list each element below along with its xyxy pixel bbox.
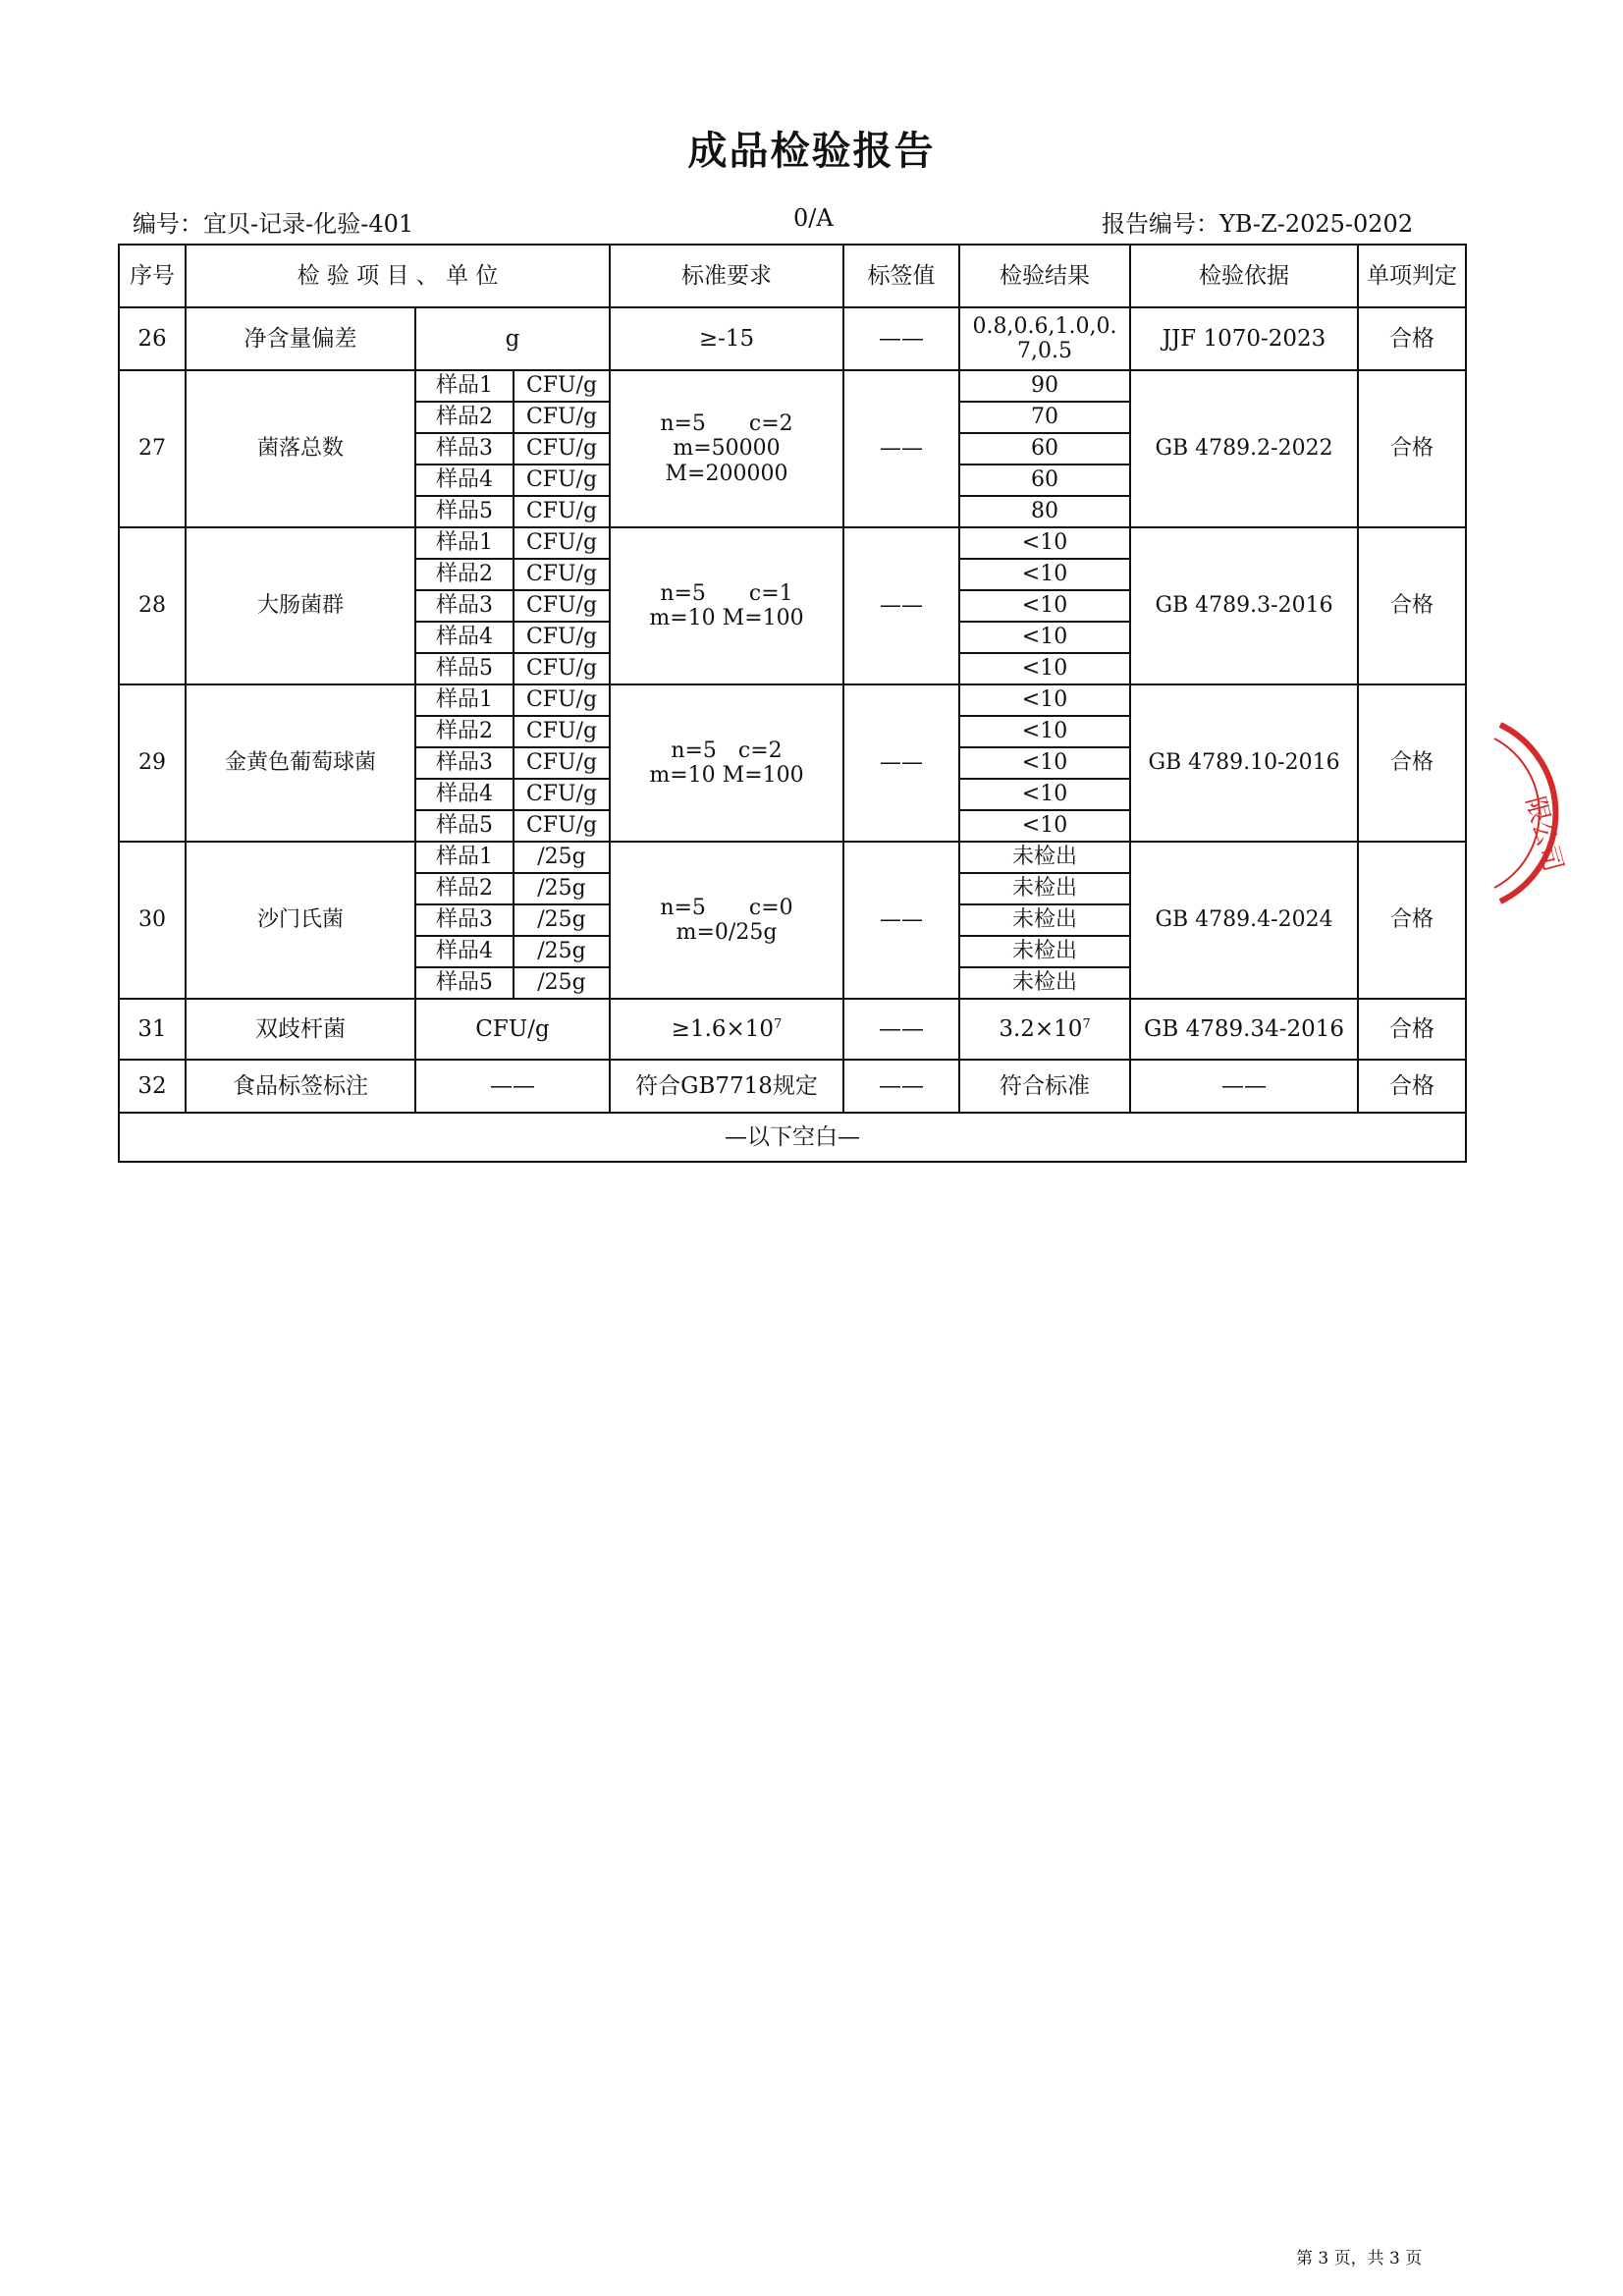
label-cell: —— bbox=[843, 307, 959, 370]
sample-unit: /25g bbox=[514, 967, 610, 999]
sample-name: 样品1 bbox=[415, 527, 514, 559]
sample-result: 未检出 bbox=[959, 936, 1130, 967]
sample-unit: CFU/g bbox=[514, 527, 610, 559]
col-item: 检 验 项 目 、 单 位 bbox=[186, 245, 610, 307]
basis-cell: GB 4789.10-2016 bbox=[1130, 684, 1358, 842]
judgement-cell: 合格 bbox=[1358, 527, 1466, 684]
seq-cell: 30 bbox=[119, 842, 186, 999]
item-cell: 食品标签标注 bbox=[186, 1060, 415, 1113]
table-row bbox=[119, 1060, 1466, 1113]
sample-unit: CFU/g bbox=[514, 747, 610, 779]
seq-cell: 32 bbox=[119, 1060, 186, 1113]
standard-base: ≥1.6×10 bbox=[671, 1015, 775, 1042]
table-row bbox=[119, 684, 1466, 716]
judgement-cell: 合格 bbox=[1358, 999, 1466, 1060]
judgement-cell: 合格 bbox=[1358, 842, 1466, 999]
sample-unit: CFU/g bbox=[514, 590, 610, 622]
sample-name: 样品1 bbox=[415, 370, 514, 402]
sample-unit: CFU/g bbox=[514, 810, 610, 842]
table-row bbox=[119, 1113, 1466, 1162]
standard-line: m=50000 M=200000 bbox=[665, 436, 788, 486]
sample-unit: CFU/g bbox=[514, 716, 610, 747]
label-cell: —— bbox=[843, 370, 959, 527]
seq-cell: 28 bbox=[119, 527, 186, 684]
item-cell: 净含量偏差 bbox=[186, 307, 415, 370]
standard-cell bbox=[610, 684, 843, 842]
sample-result: 未检出 bbox=[959, 842, 1130, 873]
basis-cell: GB 4789.3-2016 bbox=[1130, 527, 1358, 684]
sample-name: 样品5 bbox=[415, 810, 514, 842]
standard-line: n=5 c=2 bbox=[671, 738, 783, 763]
basis-cell: GB 4789.34-2016 bbox=[1130, 999, 1358, 1060]
end-note: —以下空白— bbox=[119, 1113, 1466, 1162]
table-row bbox=[119, 307, 1466, 370]
sample-result: <10 bbox=[959, 716, 1130, 747]
sample-result: <10 bbox=[959, 622, 1130, 653]
seq-cell: 31 bbox=[119, 999, 186, 1060]
standard-cell bbox=[610, 999, 843, 1060]
seq-cell: 26 bbox=[119, 307, 186, 370]
sample-result: <10 bbox=[959, 527, 1130, 559]
report-number: 报告编号：YB-Z-2025-0202 bbox=[1102, 210, 1414, 238]
col-seq: 序号 bbox=[119, 245, 186, 307]
sample-name: 样品3 bbox=[415, 433, 514, 465]
sample-result: <10 bbox=[959, 810, 1130, 842]
inspection-table bbox=[118, 244, 1467, 1163]
sample-result: 60 bbox=[959, 433, 1130, 465]
sample-name: 样品2 bbox=[415, 402, 514, 433]
sample-name: 样品2 bbox=[415, 873, 514, 904]
item-cell: 菌落总数 bbox=[186, 370, 415, 527]
sample-unit: /25g bbox=[514, 842, 610, 873]
sample-unit: CFU/g bbox=[514, 402, 610, 433]
sample-name: 样品1 bbox=[415, 684, 514, 716]
standard-line: m=0/25g bbox=[676, 920, 778, 945]
sample-name: 样品3 bbox=[415, 904, 514, 936]
standard-line: m=10 M=100 bbox=[649, 606, 804, 630]
sample-unit: CFU/g bbox=[514, 465, 610, 496]
standard-line: m=10 M=100 bbox=[649, 763, 804, 788]
label-cell: —— bbox=[843, 842, 959, 999]
sample-name: 样品2 bbox=[415, 559, 514, 590]
col-label: 标签值 bbox=[843, 245, 959, 307]
sample-result: <10 bbox=[959, 559, 1130, 590]
judgement-cell: 合格 bbox=[1358, 370, 1466, 527]
basis-cell: —— bbox=[1130, 1060, 1358, 1113]
sample-result: <10 bbox=[959, 779, 1130, 810]
sample-result: 70 bbox=[959, 402, 1130, 433]
col-judgement: 单项判定 bbox=[1358, 245, 1466, 307]
label-cell: —— bbox=[843, 527, 959, 684]
table-row bbox=[119, 842, 1466, 873]
result-base: 3.2×10 bbox=[999, 1015, 1083, 1042]
standard-cell bbox=[610, 842, 843, 999]
table-header-row bbox=[119, 245, 1466, 307]
sample-unit: /25g bbox=[514, 936, 610, 967]
sample-name: 样品5 bbox=[415, 967, 514, 999]
col-basis: 检验依据 bbox=[1130, 245, 1358, 307]
sample-unit: CFU/g bbox=[514, 433, 610, 465]
sample-unit: CFU/g bbox=[514, 496, 610, 527]
table-row bbox=[119, 370, 1466, 402]
sample-result: 60 bbox=[959, 465, 1130, 496]
sample-result: 80 bbox=[959, 496, 1130, 527]
result-cell bbox=[959, 999, 1130, 1060]
sample-result: <10 bbox=[959, 684, 1130, 716]
sample-name: 样品4 bbox=[415, 936, 514, 967]
unit-cell: —— bbox=[415, 1060, 610, 1113]
label-cell: —— bbox=[843, 1060, 959, 1113]
label-cell: —— bbox=[843, 684, 959, 842]
sample-name: 样品3 bbox=[415, 590, 514, 622]
standard-cell bbox=[610, 370, 843, 527]
unit-cell: CFU/g bbox=[415, 999, 610, 1060]
version-label: 0/A bbox=[793, 204, 834, 232]
basis-cell: GB 4789.4-2024 bbox=[1130, 842, 1358, 999]
sample-result: <10 bbox=[959, 653, 1130, 684]
table-row bbox=[119, 527, 1466, 559]
basis-cell: JJF 1070-2023 bbox=[1130, 307, 1358, 370]
judgement-cell: 合格 bbox=[1358, 1060, 1466, 1113]
seq-cell: 27 bbox=[119, 370, 186, 527]
sample-name: 样品4 bbox=[415, 465, 514, 496]
result-cell: 0.8,0.6,1.0,0.7,0.5 bbox=[959, 307, 1130, 370]
item-cell: 大肠菌群 bbox=[186, 527, 415, 684]
unit-cell: g bbox=[415, 307, 610, 370]
standard-exponent: 7 bbox=[774, 1016, 783, 1032]
standard-cell: 符合GB7718规定 bbox=[610, 1060, 843, 1113]
standard-cell bbox=[610, 527, 843, 684]
standard-line: n=5 c=1 bbox=[660, 580, 793, 606]
page-footer: 第 3 页，共 3 页 bbox=[1296, 2249, 1423, 2269]
table-row bbox=[119, 999, 1466, 1060]
sample-name: 样品4 bbox=[415, 622, 514, 653]
sample-unit: /25g bbox=[514, 904, 610, 936]
sample-result: 未检出 bbox=[959, 967, 1130, 999]
seq-cell: 29 bbox=[119, 684, 186, 842]
sample-unit: /25g bbox=[514, 873, 610, 904]
sample-name: 样品5 bbox=[415, 653, 514, 684]
report-title: 成品检验报告 bbox=[687, 129, 936, 174]
sample-unit: CFU/g bbox=[514, 653, 610, 684]
result-cell: 符合标准 bbox=[959, 1060, 1130, 1113]
item-cell: 金黄色葡萄球菌 bbox=[186, 684, 415, 842]
judgement-cell: 合格 bbox=[1358, 684, 1466, 842]
item-cell: 沙门氏菌 bbox=[186, 842, 415, 999]
label-cell: —— bbox=[843, 999, 959, 1060]
sample-unit: CFU/g bbox=[514, 622, 610, 653]
company-seal bbox=[1471, 715, 1568, 911]
sample-result: 未检出 bbox=[959, 873, 1130, 904]
seal-text: 限公司 bbox=[1519, 793, 1568, 875]
sample-result: <10 bbox=[959, 590, 1130, 622]
sample-name: 样品3 bbox=[415, 747, 514, 779]
sample-result: 未检出 bbox=[959, 904, 1130, 936]
sample-name: 样品2 bbox=[415, 716, 514, 747]
col-standard: 标准要求 bbox=[610, 245, 843, 307]
sample-result: 90 bbox=[959, 370, 1130, 402]
standard-line: n=5 c=0 bbox=[660, 895, 793, 920]
sample-unit: CFU/g bbox=[514, 779, 610, 810]
standard-line: n=5 c=2 bbox=[660, 411, 793, 437]
basis-cell: GB 4789.2-2022 bbox=[1130, 370, 1358, 527]
sample-result: <10 bbox=[959, 747, 1130, 779]
sample-name: 样品5 bbox=[415, 496, 514, 527]
sample-name: 样品4 bbox=[415, 779, 514, 810]
sample-unit: CFU/g bbox=[514, 559, 610, 590]
col-result: 检验结果 bbox=[959, 245, 1130, 307]
judgement-cell: 合格 bbox=[1358, 307, 1466, 370]
document-code: 编号：宜贝-记录-化验-401 bbox=[133, 210, 414, 238]
sample-unit: CFU/g bbox=[514, 684, 610, 716]
sample-unit: CFU/g bbox=[514, 370, 610, 402]
result-exponent: 7 bbox=[1082, 1016, 1091, 1032]
standard-cell: ≥-15 bbox=[610, 307, 843, 370]
item-cell: 双歧杆菌 bbox=[186, 999, 415, 1060]
sample-name: 样品1 bbox=[415, 842, 514, 873]
